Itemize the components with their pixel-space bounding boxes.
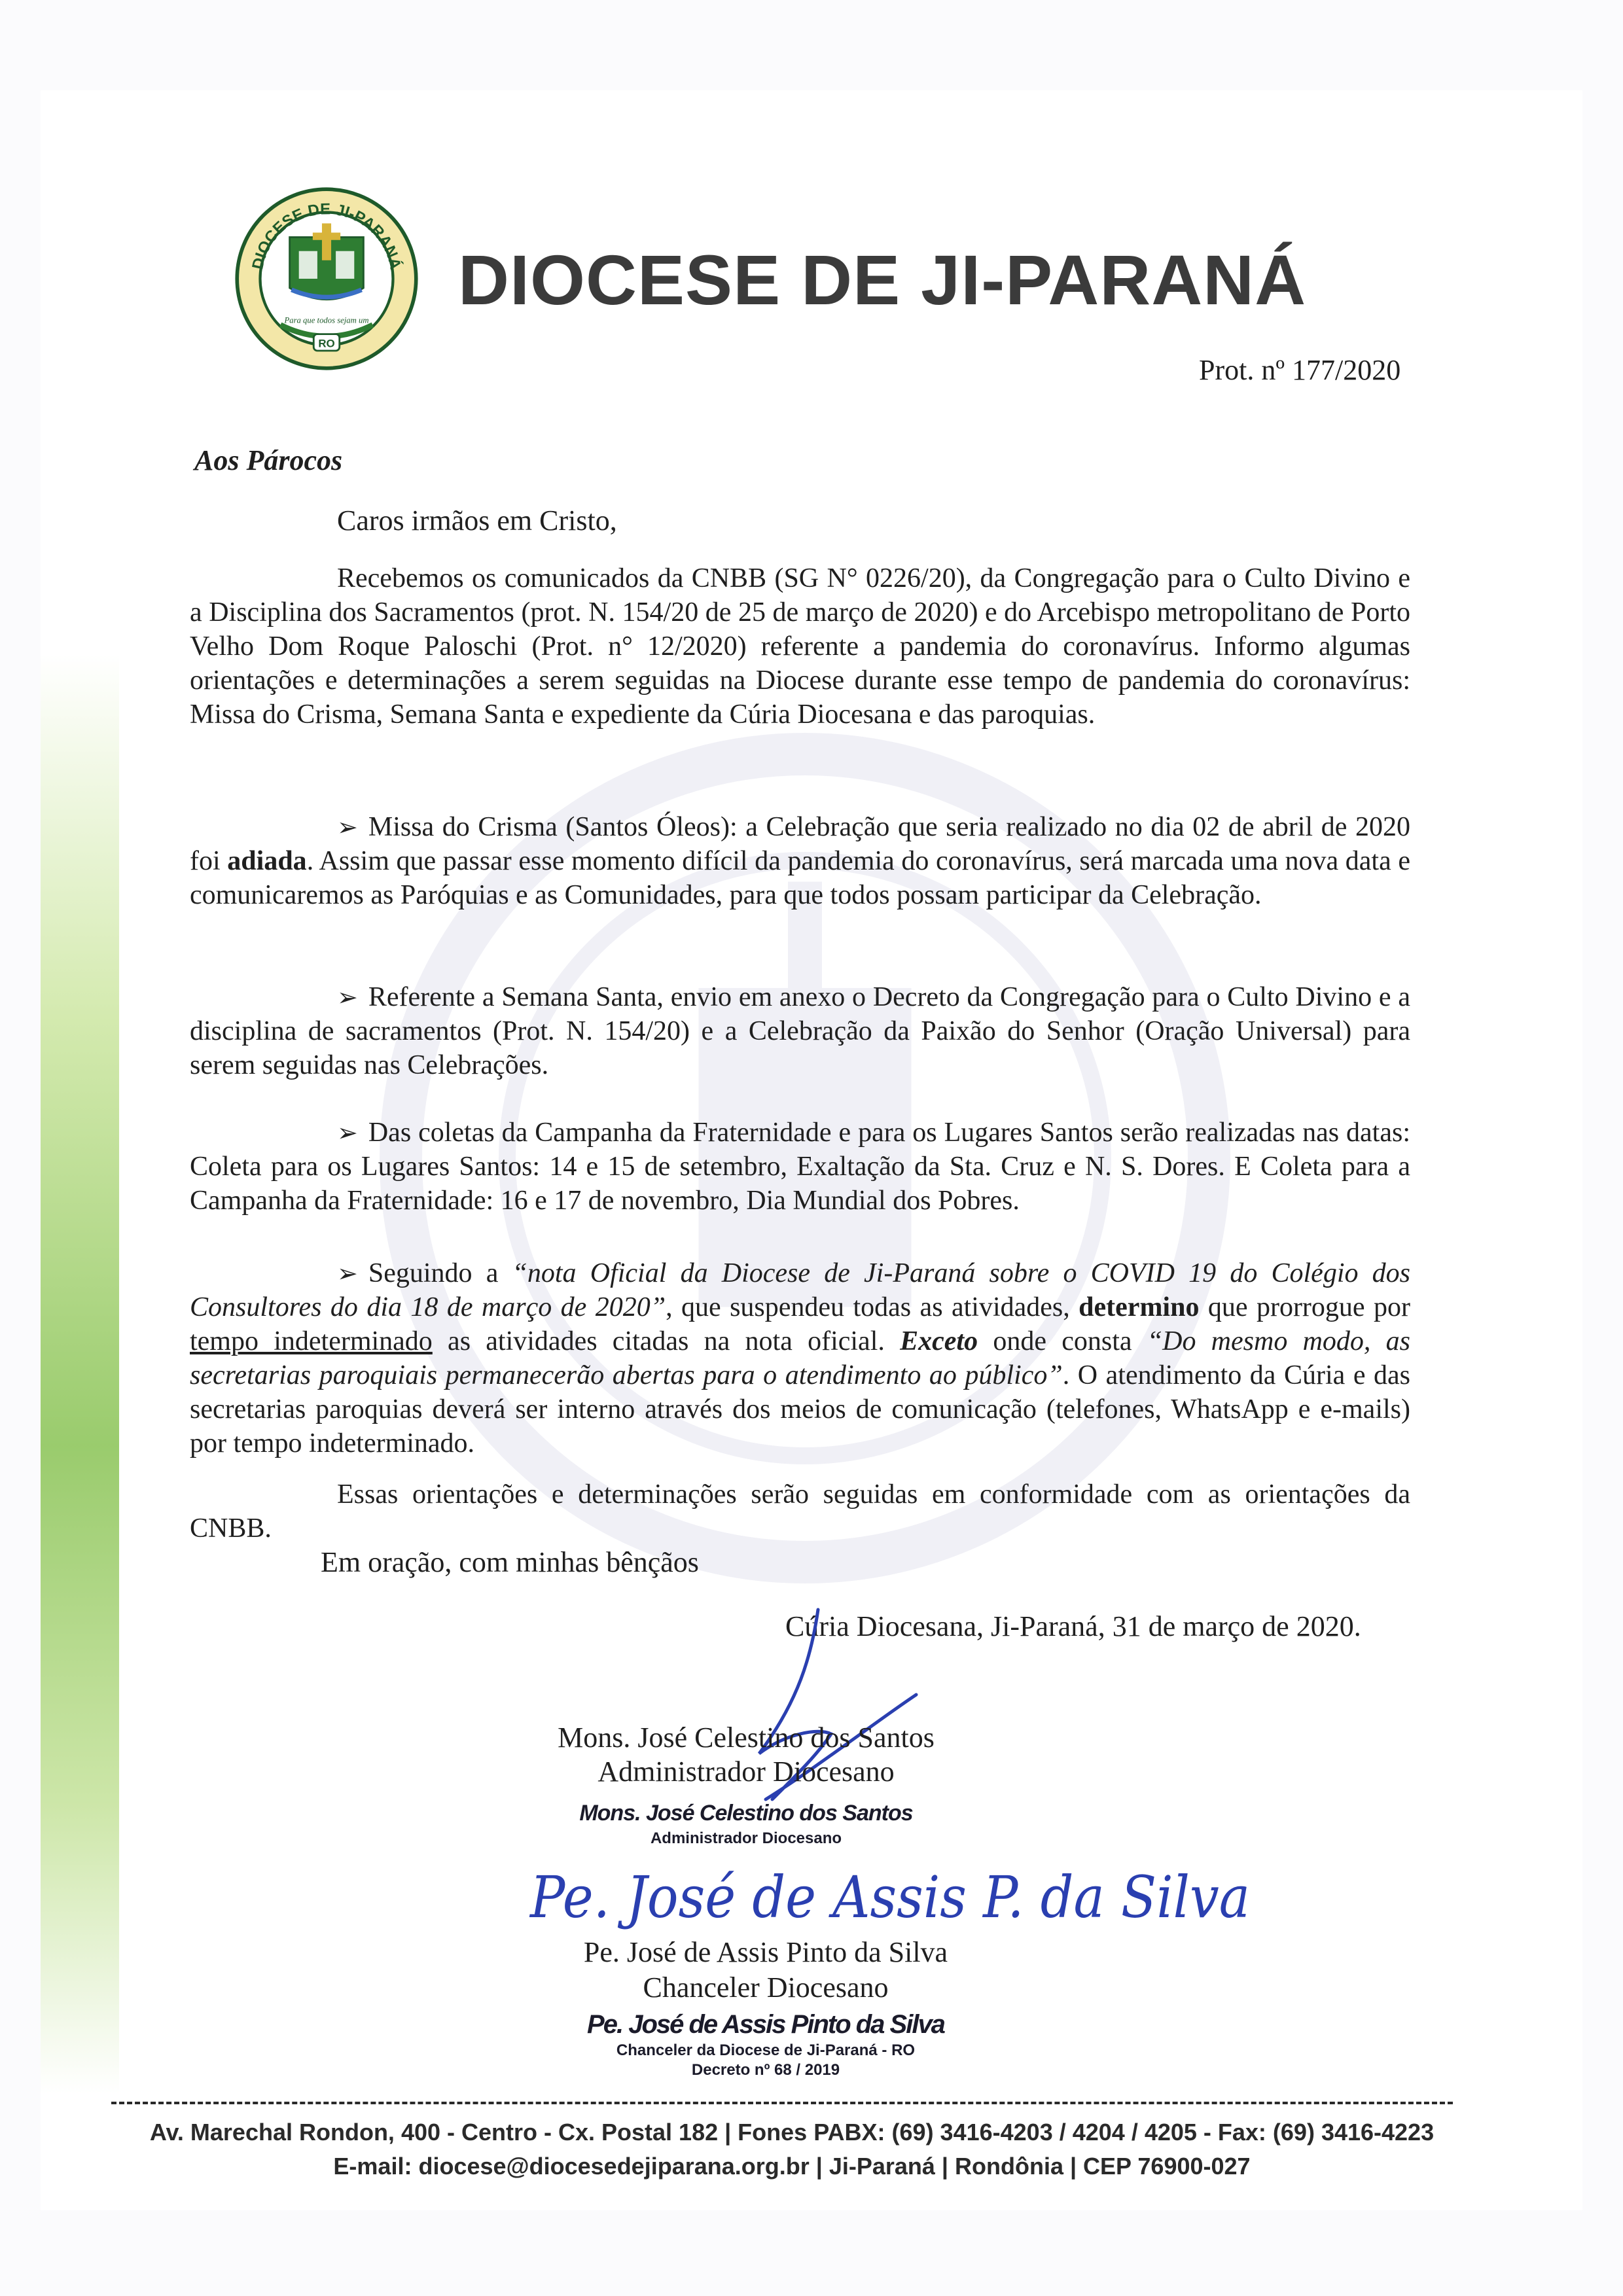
stamp-2-role: Chanceler da Diocese de Ji-Paraná - RO: [616, 2041, 916, 2059]
paragraph-semana-santa: ➢ Referente a Semana Santa, envio em anexo o Decreto da Congregação para o Culto Divino e a disciplina de sacramentos (Prot. N. 154/20) e a Celebração da Paixão do Senhor (Oração Universal) para serem seguidas nas Celebrações.: [190, 982, 1410, 1080]
bullet-arrow-icon: ➢: [337, 1118, 358, 1147]
bullet-arrow-icon: ➢: [337, 1259, 358, 1288]
footer-divider: [111, 2102, 1453, 2104]
protocol-number: Prot. nº 177/2020: [1199, 354, 1401, 386]
seal-motto-text: Para que todos sejam um: [284, 315, 369, 325]
handwritten-signature-2-text: Pe. José de Assis P. da Silva: [529, 1863, 1250, 1931]
paragraph-conformidade: Essas orientações e determinações serão seguidas em conformidade com as orientações da CNBB.: [190, 1479, 1410, 1544]
paragraph-coletas: ➢ Das coletas da Campanha da Fraternidade e para os Lugares Santos serão realizadas nas datas: Coleta para os Lugares Santos: 14 e 15 de setembro, Exaltação da Sta. Cruz e N. S. Dores. E Coleta para a Campanha da Fraternidade: 16 e 17 de novembro, Dia Mundial dos Pobres.: [190, 1118, 1410, 1216]
place-and-date: Cúria Diocesana, Ji-Paraná, 31 de março de 2020.: [785, 1610, 1361, 1642]
stamp-2-name: Pe. José de Assis Pinto da Silva: [587, 2010, 944, 2039]
handwritten-signature-2: [524, 1852, 1296, 1943]
signer-1-role: Administrador Diocesano: [597, 1756, 895, 1788]
signer-2-role: Chanceler Diocesano: [643, 1971, 889, 2004]
page-title: DIOCESE DE JI-PARANÁ: [458, 240, 1307, 319]
paragraph-nota-oficial: ➢ Seguindo a “nota Oficial da Diocese de Ji-Paraná sobre o COVID 19 do Colégio dos Consultores do dia 18 de março de 2020”, que suspendeu todas as atividades, determino que prorrogue por tempo indeterminado as atividades citadas na nota oficial. Exceto onde consta “Do mesmo modo, as secretarias paroquiais permanecerão abertas para o atendimento ao público”. O atendimento da Cúria e das secretarias paroquias deverá ser interno através dos meios de comunicação (telefones, WhatsApp e e-mails) por tempo indeterminado.: [190, 1258, 1411, 1458]
seal-ro-text: RO: [318, 337, 335, 350]
bullet-arrow-icon: ➢: [337, 983, 358, 1012]
stamp-2-decree: Decreto nº 68 / 2019: [691, 2061, 840, 2079]
stamp-1-role: Administrador Diocesano: [650, 1829, 842, 1847]
signer-2-name: Pe. José de Assis Pinto da Silva: [583, 1936, 948, 1968]
signer-1-name: Mons. José Celestino dos Santos: [558, 1722, 935, 1754]
stamp-1-name: Mons. José Celestino dos Santos: [579, 1801, 913, 1826]
bullet-arrow-icon: ➢: [337, 813, 358, 841]
footer-contact: E-mail: diocese@diocesedejiparana.org.br | Ji-Paraná | Rondônia | CEP 76900-027: [333, 2153, 1251, 2180]
diocese-seal-logo: [234, 186, 419, 371]
closing-blessing: Em oração, com minhas bênçãos: [321, 1546, 699, 1578]
svg-text:DIOCESE DE JI-PARANÁ: DIOCESE DE JI-PARANÁ: [249, 200, 404, 272]
greeting: Caros irmãos em Cristo,: [337, 504, 617, 537]
paragraph-missa-crisma: ➢ Missa do Crisma (Santos Óleos): a Celebração que seria realizado no dia 02 de abril de 2020 foi adiada. Assim que passar esse momento difícil da pandemia do coronavírus, será marcada uma nova data e comunicaremos as Paróquias e as Comunidades, para que todos possam participar da Celebração.: [190, 812, 1411, 910]
paragraph-intro: Recebemos os comunicados da CNBB (SG N° 0226/20), da Congregação para o Culto Divino e a Disciplina dos Sacramentos (prot. N. 154/20 de 25 de março de 2020) e do Arcebispo metropolitano de Porto Velho Dom Roque Paloschi (Prot. n° 12/2020) referente a pandemia do coronavírus. Informo algumas orientações e determinações a serem seguidas na Diocese durante esse tempo de pandemia do coronavírus: Missa do Crisma, Semana Santa e expediente da Cúria Diocesana e das paroquias.: [190, 563, 1410, 730]
green-side-band: [41, 654, 119, 2094]
addressee: Aos Párocos: [194, 444, 343, 476]
footer-address: Av. Marechal Rondon, 400 - Centro - Cx. Postal 182 | Fones PABX: (69) 3416-4203 / 4204 / 4205 - Fax: (69) 3416-4223: [149, 2119, 1435, 2146]
